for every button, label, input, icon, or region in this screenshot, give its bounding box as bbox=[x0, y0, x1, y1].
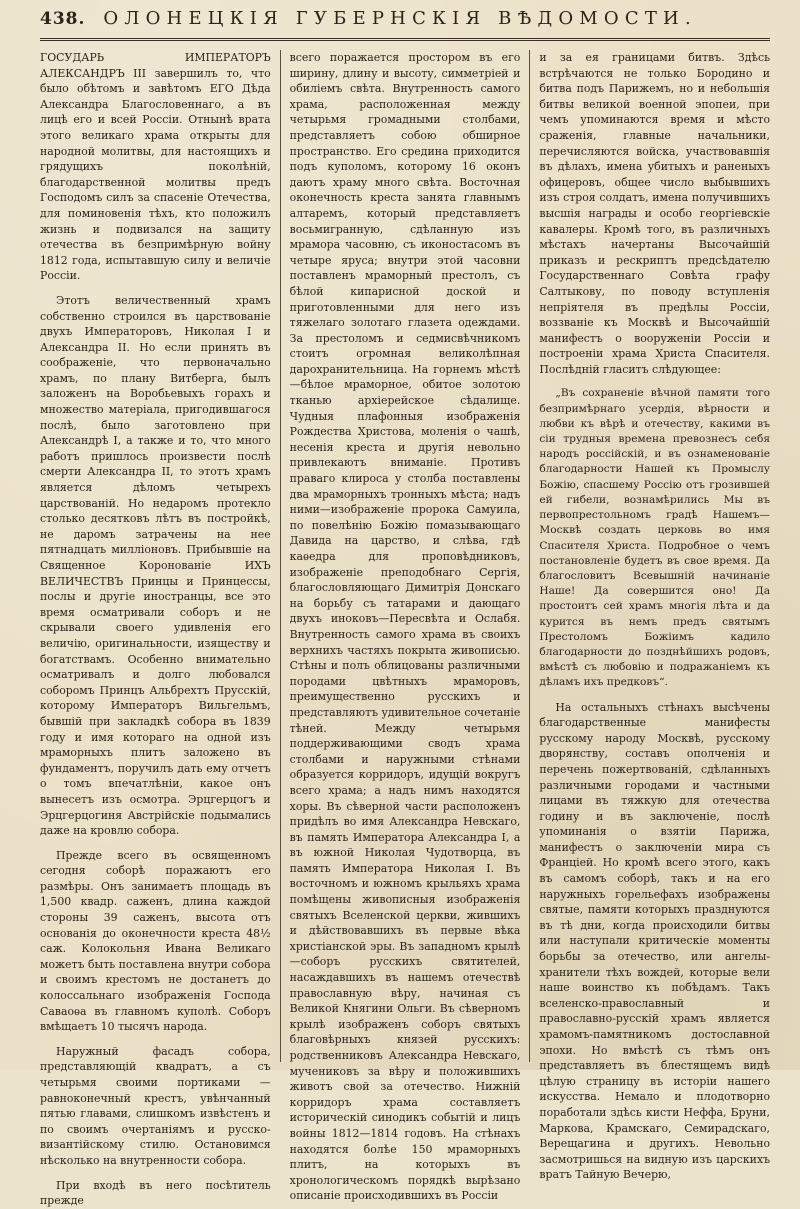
journal-title: ОЛОНЕЦКІЯ ГУБЕРНСКІЯ ВѢДОМОСТИ. bbox=[103, 8, 697, 29]
header-divider bbox=[40, 38, 770, 41]
paragraph: Прежде всего въ освященномъ сегодня соборѣ поражаютъ его размѣры. Онъ занимаетъ площадь въ 1,500 квадр. саженъ, длина каждой стороны 39 саженъ, высота отъ основанія до оконечности креста 48½ саж. Колокольня Ивана Великаго можетъ быть поставлена внутри собора и своимъ крестомъ не достанетъ до колоссальнаго изображенія Господа Саваоѳа въ главномъ куполѣ. Соборъ вмѣщаетъ 10 тысячъ народа. bbox=[40, 848, 271, 1034]
paragraph: ГОСУДАРЬ ИМПЕРАТОРЪ АЛЕКСАНДРЪ III завершилъ то, что было обѣтомъ и завѣтомъ ЕГО Дѣда Александра Благословеннаго, а въ лицѣ его и всей Россіи. Отнынѣ врата этого великаго храма открыты для народной молитвы, для настоящихъ и грядущихъ поколѣній, благодарственной молитвы предъ Господомъ силъ за спасеніе Отечества, для поминовенія тѣхъ, кто положилъ жизнь и подвизался на защиту отечества въ безпримѣрную войну 1812 года, испытавшую силу и величіе Россіи. bbox=[40, 51, 271, 283]
text-columns bbox=[40, 50, 771, 1208]
paragraph: Этотъ величественный храмъ собственно строился въ царствованіе двухъ Императоровъ, Николая I и Александра II. Но если принять въ соображеніе, что первоначально храмъ, по плану Витберга, былъ заложенъ на Воробьевыхъ горахъ и множество матеріала, пригодившагося послѣ, было заготовлено при Александрѣ I, а также и то, что много работъ пришлось произвести послѣ смерти Александра II, то этотъ храмъ является дѣломъ четырехъ царствованій. Но недаромъ протекло столько десятковъ лѣтъ въ постройкѣ, не даромъ затрачены на нее пятнадцать милліоновъ. Прибывшіе на Священное Коронованіе ИХЪ ВЕЛИЧЕСТВЪ Принцы и Принцессы, послы и другіе иностранцы, все это время осматривали соборъ и не скрывали своего удивленія его величію, оригинальности, изяществу и богатствамъ. Особенно внимательно осматривалъ и долго любовался соборомъ Принцъ Альбрехтъ Прусскій, которому Императоръ Вильгельмъ, бывшій при закладкѣ собора въ 1839 году и имя котораго на одной изъ мраморныхъ плитъ заложено въ фундаментъ, поручилъ дать ему отчетъ о томъ впечатлѣніи, какое онъ вынесетъ изъ осмотра. Эрцгерцогъ и Эрцгерцогиня Австрійскіе подымались даже на кровлю собора. bbox=[40, 293, 271, 838]
page-number: 438. bbox=[40, 9, 86, 29]
paragraph: всего поражается простором въ его ширину, длину и высоту, симметріей и обиліемъ свѣта. Внутренность самого храма, расположенная между четырьмя громадными столбами, представляетъ собою обширное пространство. Его средина приходится подъ куполомъ, которому 16 оконъ даютъ храму много свѣта. Восточная оконечность креста занята главнымъ алтаремъ, который представляетъ восьмигранную, сдѣланную изъ мрамора часовню, съ иконостасомъ въ четыре яруса; внутри этой часовни поставленъ мраморный престолъ, съ бѣлой кипарисной доской и приготовленными для него изъ тяжелаго золотаго глазета одеждами. За престоломъ и седмисвѣчникомъ стоитъ огромная великолѣпная дарохранительница. На горнемъ мѣстѣ—бѣлое мраморное, обитое золотою тканью архіерейское сѣдалище. Чудныя плафонныя изображенія Рождества Христова, моленія о чашѣ, несенія креста и другія невольно привлекаютъ вниманіе. Противъ праваго клироса у столба поставлены два мраморныхъ тронныхъ мѣста; надъ ними—изображеніе пророка Самуила, по повелѣнію Божію помазывающаго Давида на царство, и слѣва, гдѣ каѳедра для проповѣдниковъ, изображеніе преподобнаго Сергія, благословляющаго Димитрія Донскаго на борьбу съ татарами и дающаго двухъ иноковъ—Пересвѣта и Ослабя. Внутренность самого храма въ своихъ верхнихъ частяхъ покрыта живописью. Стѣны и полъ облицованы различными породами цвѣтныхъ мраморовъ, преимущественно русскихъ и представляютъ удивительное сочетаніе тѣней. Между четырьмя поддерживающими сводъ храма столбами и наружными стѣнами образуется корридоръ, идущій вокругъ всего храма; а надъ нимъ находятся хоры. Въ сѣверной части расположенъ придѣлъ во имя Александра Невскаго, въ память Императора Александра I, а въ южной Николая Чудотворца, въ память Императора Николая I. Въ восточномъ и южномъ крыльяхъ храма помѣщены живописныя изображенія святыхъ Вселенской церкви, жившихъ и дѣйствовавшихъ въ первые вѣка христіанской эры. Въ западномъ крылѣ—соборъ русскихъ святителей, насаждавшихъ въ нашемъ отечествѣ православную вѣру, начиная съ Великой Княгини Ольги. Въ сѣверномъ крылѣ изображенъ соборъ святыхъ благовѣрныхъ князей русскихъ: родственниковъ Александра Невскаго, мучениковъ за вѣру и положившихъ животъ свой за отечество. Нижній корридоръ храма составляетъ историческій синодикъ событій и лицъ войны 1812—1814 годовъ. На стѣнахъ находятся болѣе 150 мраморныхъ плитъ, на которыхъ въ хронологическомъ порядкѣ вырѣзано описаніе происходившихъ въ Россіи bbox=[289, 51, 521, 1203]
paragraph: На остальныхъ стѣнахъ высѣчены благодарственные манифесты русскому народу Москвѣ, русскому дворянству, составъ ополченія и перечень пожертвованій, сдѣланныхъ различными городами и частными лицами въ тяжкую для отечества годину и въ заключеніе, послѣ упоминанія о взятіи Парижа, манифестъ о заключеніи мира съ Франціей. Но кромѣ всего этого, какъ въ самомъ соборѣ, такъ и на его наружныхъ горельефахъ изображены святые, памяти которыхъ празднуются въ тѣ дни, когда происходили битвы или наступали критическіе моменты борьбы за отечество, или ангелы-хранители тѣхъ вождей, которые вели наше воинство къ побѣдамъ. Такъ вселенско-православный и православно-русскій храмъ является храмомъ-памятникомъ достославной эпохи. Но вмѣстѣ съ тѣмъ онъ представляетъ въ блестящемъ видѣ цѣлую страницу въ исторіи нашего искусства. Немало и плодотворно поработали здѣсь кисти Неффа, Бруни, Маркова, Крамскаго, Семирадскаго, Верещагина и другихъ. Невольно засмотришься на видную изъ царскихъ вратъ Тайную Вечерю, bbox=[539, 700, 771, 1182]
manifesto-quote: „Въ сохраненіе вѣчной памяти того безпримѣрнаго усердія, вѣрности и любви къ вѣрѣ и отечеству, какими въ сіи трудныя времена превознесъ себя народъ россійскій, и въ ознаменованіе благодарности Нашей къ Промыслу Божію, спасшему Россію отъ грозившей ей гибели, вознамѣрились Мы въ первопрестольномъ градѣ Нашемъ—Москвѣ создать церковь во имя Спасителя Христа. Подробное о чемъ постановленіе будетъ въ свое время. Да благословитъ Всевышній начинаніе Наше! Да совершится оно! Да простоитъ сей храмъ многія лѣта и да курится въ немъ предъ святымъ Престоломъ Божіимъ кадило благодарности до позднѣйшихъ родовъ, вмѣстѣ съ любовію и подражаніемъ къ дѣламъ ихъ предковъ“. bbox=[539, 387, 771, 689]
column-left bbox=[40, 50, 280, 1208]
page-header bbox=[40, 8, 770, 34]
column-middle bbox=[280, 50, 530, 1203]
column-right bbox=[529, 50, 771, 1182]
paragraph: и за ея границами битвъ. Здѣсь встрѣчаются не только Бородино и битва подъ Парижемъ, но и небольшія битвы великой военной эпопеи, при чемъ упоминаются время и мѣсто сраженія, главные начальники, перечисляются войска, участвовавшія въ дѣлахъ, имена убитыхъ и раненыхъ офицеровъ, общее число выбывшихъ изъ строя солдатъ, имена получившихъ высшія награды и особо георгіевскіе кавалеры. Кромѣ того, въ различныхъ мѣстахъ начертаны Высочайшій приказъ и рескриптъ предсѣдателю Государственнаго Совѣта графу Салтыкову, по поводу вступленія непріятеля въ предѣлы Россіи, воззваніе къ Москвѣ и Высочайшій манифестъ о вооруженіи Россіи и построеніи храма Христа Спасителя. Послѣдній гласитъ слѣдующее: bbox=[539, 51, 771, 376]
paragraph: Наружный фасадъ собора, представляющій квадратъ, а съ четырьмя своими портиками — равноконечный крестъ, увѣнчанный пятью главами, слишкомъ извѣстенъ и по своимъ очертаніямъ и русско-византійскому стилю. Остановимся нѣсколько на внутренности собора. bbox=[40, 1044, 271, 1167]
paragraph: При входѣ въ него посѣтитель прежде bbox=[40, 1178, 271, 1208]
